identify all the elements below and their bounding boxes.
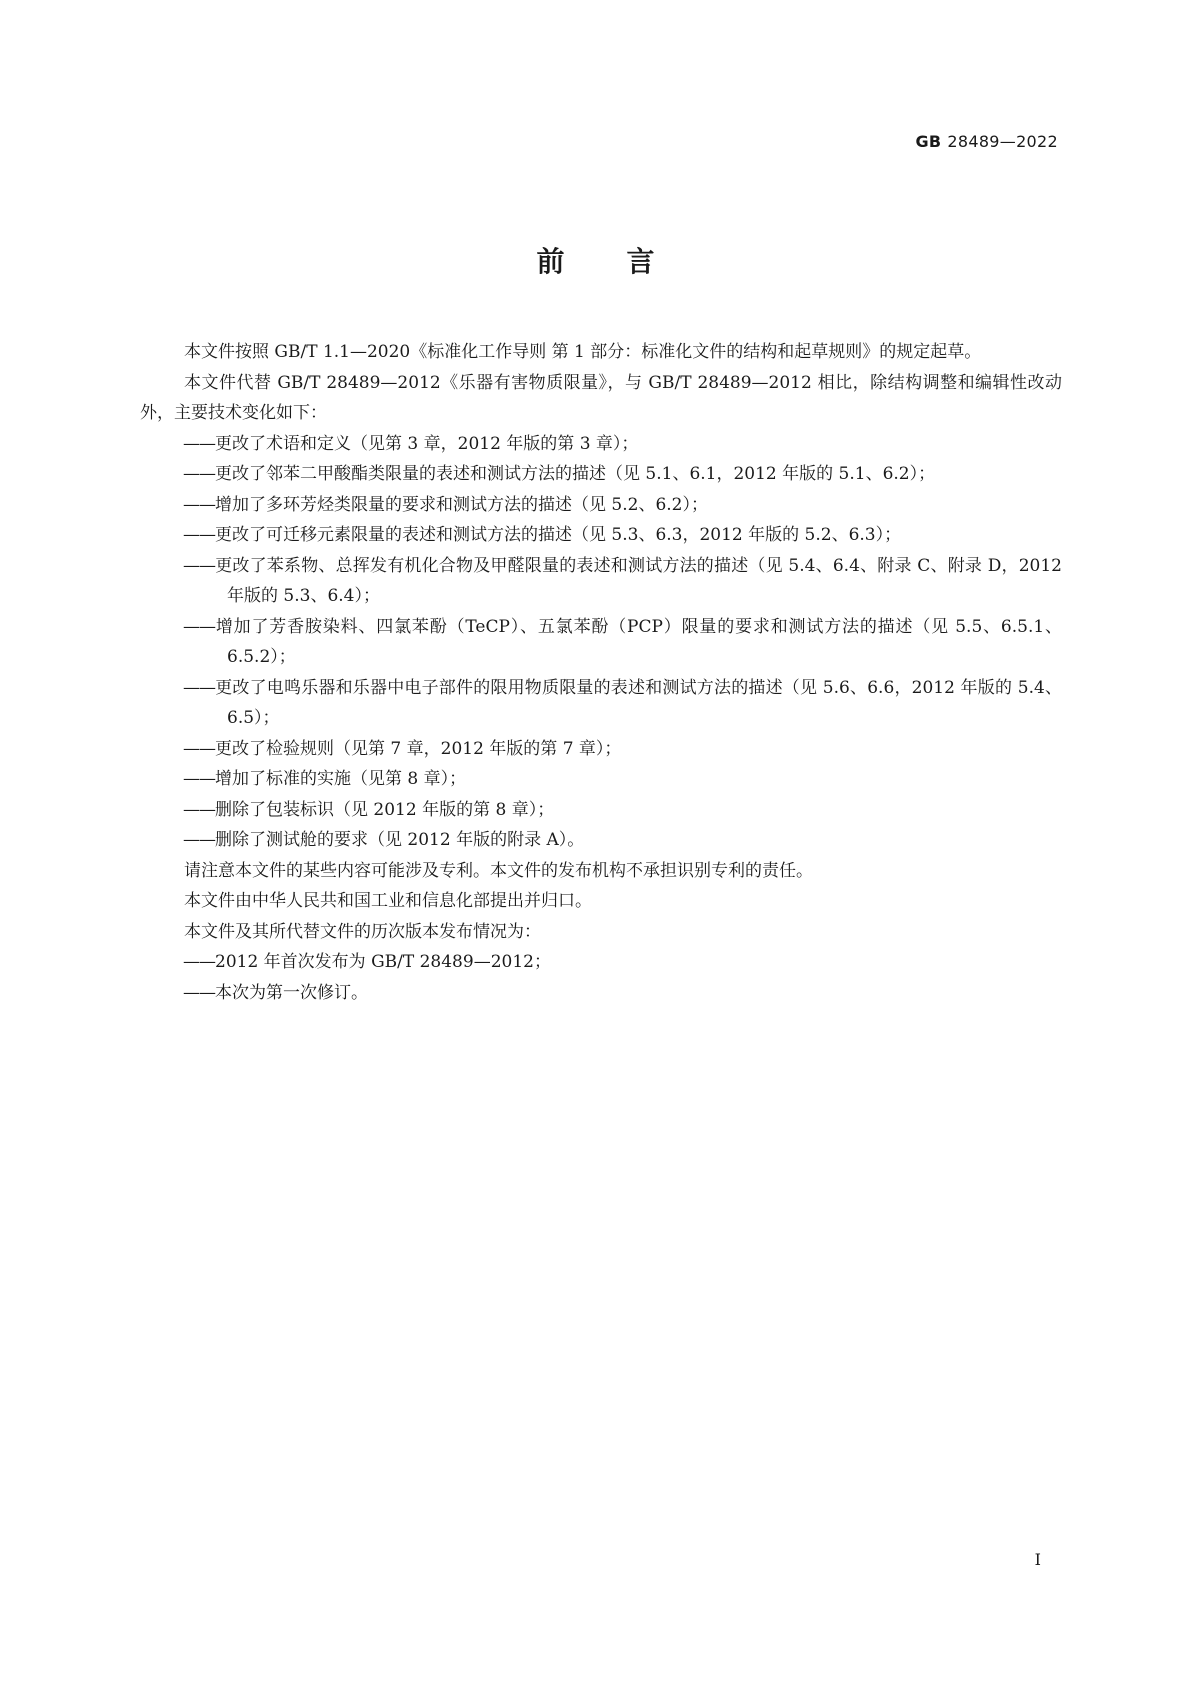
change-text: 增加了多环芳烃类限量的要求和测试方法的描述（见 5.2、6.2）；	[215, 494, 708, 515]
dash-marker: ——	[183, 555, 215, 576]
change-text: 更改了苯系物、总挥发有机化合物及甲醛限量的表述和测试方法的描述（见 5.4、6.4、附录 C、附录 D，2012 年版的 5.3、6.4）；	[215, 555, 1062, 606]
proposer-paragraph: 本文件由中华人民共和国工业和信息化部提出并归口。	[184, 891, 592, 911]
change-item	[140, 734, 1062, 765]
history-text: 2012 年首次发布为 GB/T 28489—2012；	[215, 952, 551, 972]
change-text: 更改了检验规则（见第 7 章，2012 年版的第 7 章）；	[215, 738, 622, 759]
page-title: 前言	[536, 245, 717, 278]
change-item	[140, 825, 1062, 856]
standard-code	[915, 132, 1058, 151]
change-text: 增加了标准的实施（见第 8 章）；	[215, 769, 467, 789]
history-item	[140, 947, 1062, 978]
dash-marker: ——	[183, 769, 215, 789]
dash-marker: ——	[183, 525, 215, 545]
change-item	[140, 429, 1062, 460]
change-item	[140, 673, 1062, 734]
patent-notice: 请注意本文件的某些内容可能涉及专利。本文件的发布机构不承担识别专利的责任。	[184, 860, 813, 881]
change-item	[140, 795, 1062, 826]
change-text: 删除了包装标识（见 2012 年版的第 8 章）；	[215, 799, 555, 820]
standard-number: 28489—2022	[947, 132, 1058, 151]
change-item	[140, 612, 1062, 673]
change-item	[140, 551, 1062, 612]
dash-marker: ——	[183, 738, 215, 759]
history-text: 本次为第一次修订。	[215, 982, 368, 1003]
history-intro: 本文件及其所代替文件的历次版本发布情况为：	[184, 921, 541, 942]
history-item	[140, 978, 1062, 1009]
dash-marker: ——	[183, 982, 215, 1003]
dash-marker: ——	[183, 433, 215, 454]
change-text: 更改了术语和定义（见第 3 章，2012 年版的第 3 章）；	[215, 433, 639, 454]
change-item	[140, 459, 1062, 490]
dash-marker: ——	[183, 952, 215, 972]
dash-marker: ——	[183, 494, 215, 515]
change-text: 更改了电鸣乐器和乐器中电子部件的限用物质限量的表述和测试方法的描述（见 5.6、6.6，2012 年版的 5.4、6.5）；	[215, 677, 1062, 728]
dash-marker: ——	[183, 464, 215, 484]
change-item	[140, 490, 1062, 521]
change-text: 更改了邻苯二甲酸酯类限量的表述和测试方法的描述（见 5.1、6.1，2012 年版的 5.1、6.2）；	[215, 464, 936, 484]
intro-paragraph: 本文件按照 GB/T 1.1—2020《标准化工作导则 第 1 部分：标准化文件的结构和起草规则》的规定起草。	[184, 342, 982, 362]
change-item	[140, 764, 1062, 795]
foreword-body	[140, 337, 1062, 1008]
intro-paragraph: 本文件代替 GB/T 28489—2012《乐器有害物质限量》，与 GB/T 28489—2012 相比，除结构调整和编辑性改动外，主要技术变化如下：	[140, 372, 1062, 423]
page-number: I	[1034, 1550, 1041, 1569]
standard-prefix: GB	[915, 132, 942, 151]
dash-marker: ——	[183, 830, 215, 850]
change-text: 增加了芳香胺染料、四氯苯酚（TeCP）、五氯苯酚（PCP）限量的要求和测试方法的描述（见 5.5、6.5.1、6.5.2）；	[215, 616, 1062, 667]
change-item	[140, 520, 1062, 551]
change-text: 更改了可迁移元素限量的表述和测试方法的描述（见 5.3、6.3，2012 年版的 5.2、6.3）；	[215, 525, 902, 545]
dash-marker: ——	[183, 677, 215, 698]
dash-marker: ——	[183, 616, 215, 637]
change-text: 删除了测试舱的要求（见 2012 年版的附录 A）。	[215, 830, 585, 850]
dash-marker: ——	[183, 799, 215, 820]
